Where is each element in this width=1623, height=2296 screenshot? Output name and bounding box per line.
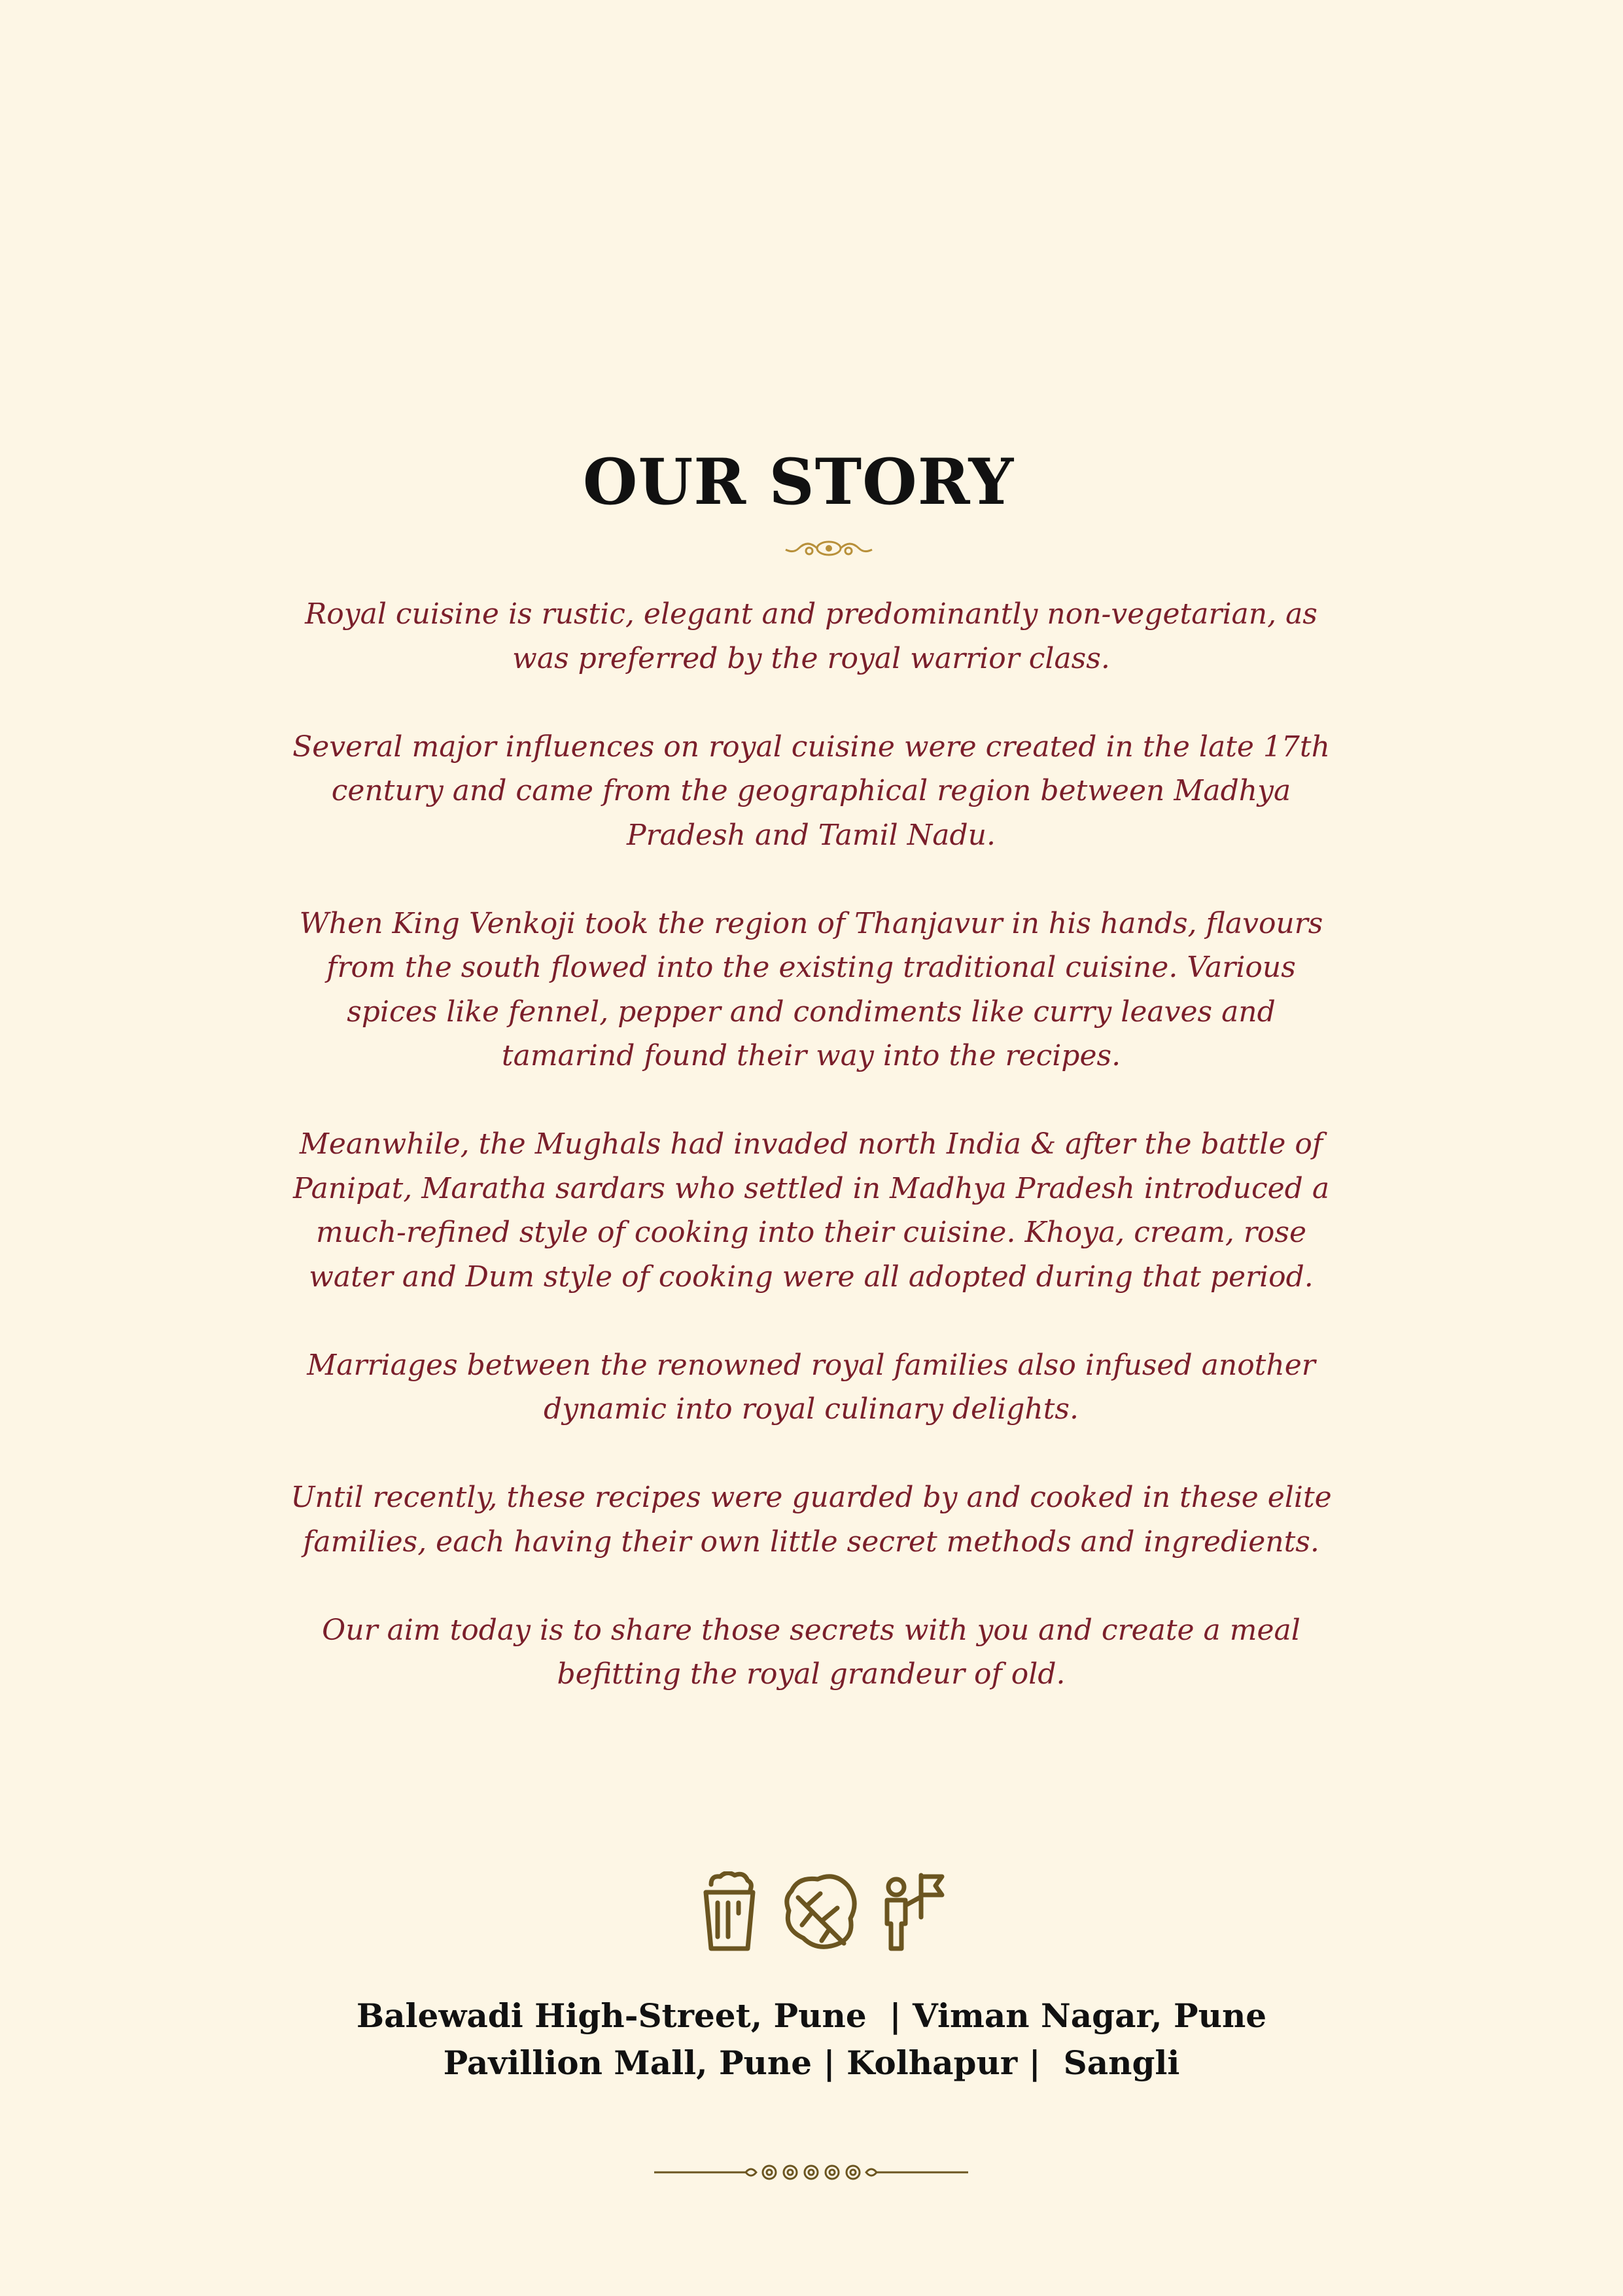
story-paragraph-7: Our aim today is to share those secrets with you and create a meal befitting the royal grandeur of old. xyxy=(322,1613,1300,1691)
warrior-flag-icon xyxy=(877,1871,949,1953)
story-paragraph-6: Until recently, these recipes were guarded by and cooked in these elite families, each having their own little secret methods and ingredients. xyxy=(290,1481,1332,1559)
story-paragraph-5: Marriages between the renowned royal families also infused another dynamic into royal culinary delights. xyxy=(307,1348,1316,1426)
story-paragraph-4: Meanwhile, the Mughals had invaded north India & after the battle of Panipat, Maratha sardars who settled in Madhya Pradesh introduced a much-refined style of cooking into their cuisine. Khoya, cream, rose water and Dum style of cooking were all adopted during that period. xyxy=(292,1127,1330,1294)
page-title: OUR STORY xyxy=(582,445,1015,519)
restaurant-locations xyxy=(0,1992,1623,2087)
story-paragraph-1: Royal cuisine is rustic, elegant and predominantly non-vegetarian, as was preferred by the royal warrior class. xyxy=(305,597,1318,675)
leaf-icon xyxy=(778,1871,860,1953)
locations-line-1: Balewadi High-Street, Pune | Viman Nagar, Pune xyxy=(356,1996,1267,2035)
title-divider-ornament xyxy=(690,529,968,561)
locations-line-2: Pavillion Mall, Pune | Kolhapur | Sangli xyxy=(443,2043,1180,2082)
story-paragraph-2: Several major influences on royal cuisine were created in the late 17th century and came from the geographical region between Madhya Pradesh and Tamil Nadu. xyxy=(292,730,1330,852)
feature-icons xyxy=(693,1871,955,1956)
story-text xyxy=(288,592,1335,1740)
drink-glass-icon xyxy=(697,1871,762,1953)
bottom-divider-ornament xyxy=(654,2156,968,2189)
story-paragraph-3: When King Venkoji took the region of Thanjavur in his hands, flavours from the south flowed into the existing traditional cuisine. Various spices like fennel, pepper and condiments like curry leaves and tamarind found their way into the recipes. xyxy=(299,906,1323,1072)
